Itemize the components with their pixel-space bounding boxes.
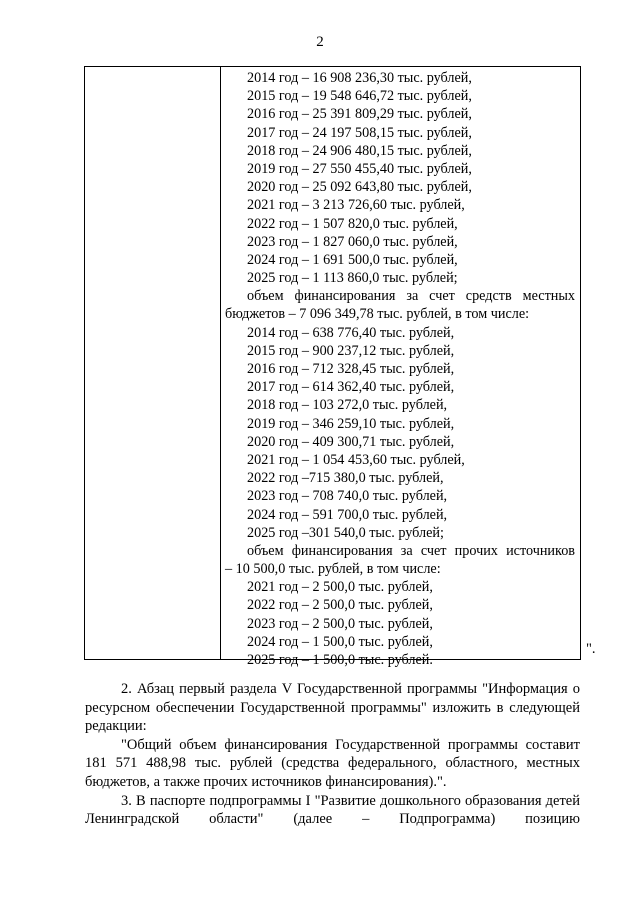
table-line: 2025 год –301 540,0 тыс. рублей; [247,524,444,541]
table-line: 2019 год – 346 259,10 тыс. рублей, [247,415,455,432]
closing-quote-mark: ". [586,641,596,657]
table-line: 2025 год – 1 113 860,0 тыс. рублей; [247,270,458,287]
table-line: 2022 год – 2 500,0 тыс. рублей, [247,597,433,614]
table-line: 2014 год – 638 776,40 тыс. рублей, [247,324,455,341]
quoted-paragraph: "Общий объем финансирования Государственной программы составит 181 571 488,98 тыс. рублей (средства федерального, областного, местных бюджетов, а также прочих источников финансирования).". [85,736,580,790]
table-line: 2016 год – 25 391 809,29 тыс. рублей, [247,106,472,123]
table-line: 2015 год – 19 548 646,72 тыс. рублей, [247,88,472,105]
table-line: 2022 год –715 380,0 тыс. рублей, [247,470,444,487]
table-line: – 10 500,0 тыс. рублей, в том числе: [225,561,441,578]
table-column-divider [220,67,221,659]
table-line: объем финансирования за счет средств местных [247,288,575,305]
table-line: 2019 год – 27 550 455,40 тыс. рублей, [247,160,472,177]
table-line: 2017 год – 24 197 508,15 тыс. рублей, [247,124,472,141]
table-line: 2023 год – 1 827 060,0 тыс. рублей, [247,233,458,250]
page-number: 2 [316,34,324,50]
table-line: 2021 год – 2 500,0 тыс. рублей, [247,579,433,596]
table-line: 2014 год – 16 908 236,30 тыс. рублей, [247,70,472,86]
table-line: 2018 год – 24 906 480,15 тыс. рублей, [247,142,472,159]
table-line: объем финансирования за счет прочих источников [247,542,575,559]
table-line: бюджетов – 7 096 349,78 тыс. рублей, в том числе: [225,306,530,323]
table-line: 2015 год – 900 237,12 тыс. рублей, [247,342,455,359]
table-line: 2018 год – 103 272,0 тыс. рублей, [247,397,448,414]
table-line: 2024 год – 1 691 500,0 тыс. рублей, [247,251,458,268]
table-line: 2023 год – 708 740,0 тыс. рублей, [247,488,448,505]
financing-table [84,66,581,668]
table-line: 2021 год – 3 213 726,60 тыс. рублей, [247,197,465,214]
table-financing-column [225,69,575,669]
table-line: 2020 год – 25 092 643,80 тыс. рублей, [247,179,472,196]
table-line: 2016 год – 712 328,45 тыс. рублей, [247,361,455,377]
document-body [85,680,580,829]
table-line: 2025 год – 1 500,0 тыс. рублей. [247,652,433,668]
table-line: 2021 год – 1 054 453,60 тыс. рублей, [247,451,465,468]
table-line: 2024 год – 591 700,0 тыс. рублей, [247,506,448,523]
table-line: 2022 год – 1 507 820,0 тыс. рублей, [247,215,458,232]
paragraph-3: 3. В паспорте подпрограммы I "Развитие дошкольного образования детей Ленинградской области" (далее – Подпрограмма) позицию [85,792,580,828]
table-line: 2020 год – 409 300,71 тыс. рублей, [247,433,455,450]
paragraph-2: 2. Абзац первый раздела V Государственной программы "Информация о ресурсном обеспечении Государственной программы" изложить в следующей редакции: [85,681,580,735]
table-line: 2024 год – 1 500,0 тыс. рублей, [247,633,433,650]
table-line: 2023 год – 2 500,0 тыс. рублей, [247,615,433,632]
table-line: 2017 год – 614 362,40 тыс. рублей, [247,379,455,396]
